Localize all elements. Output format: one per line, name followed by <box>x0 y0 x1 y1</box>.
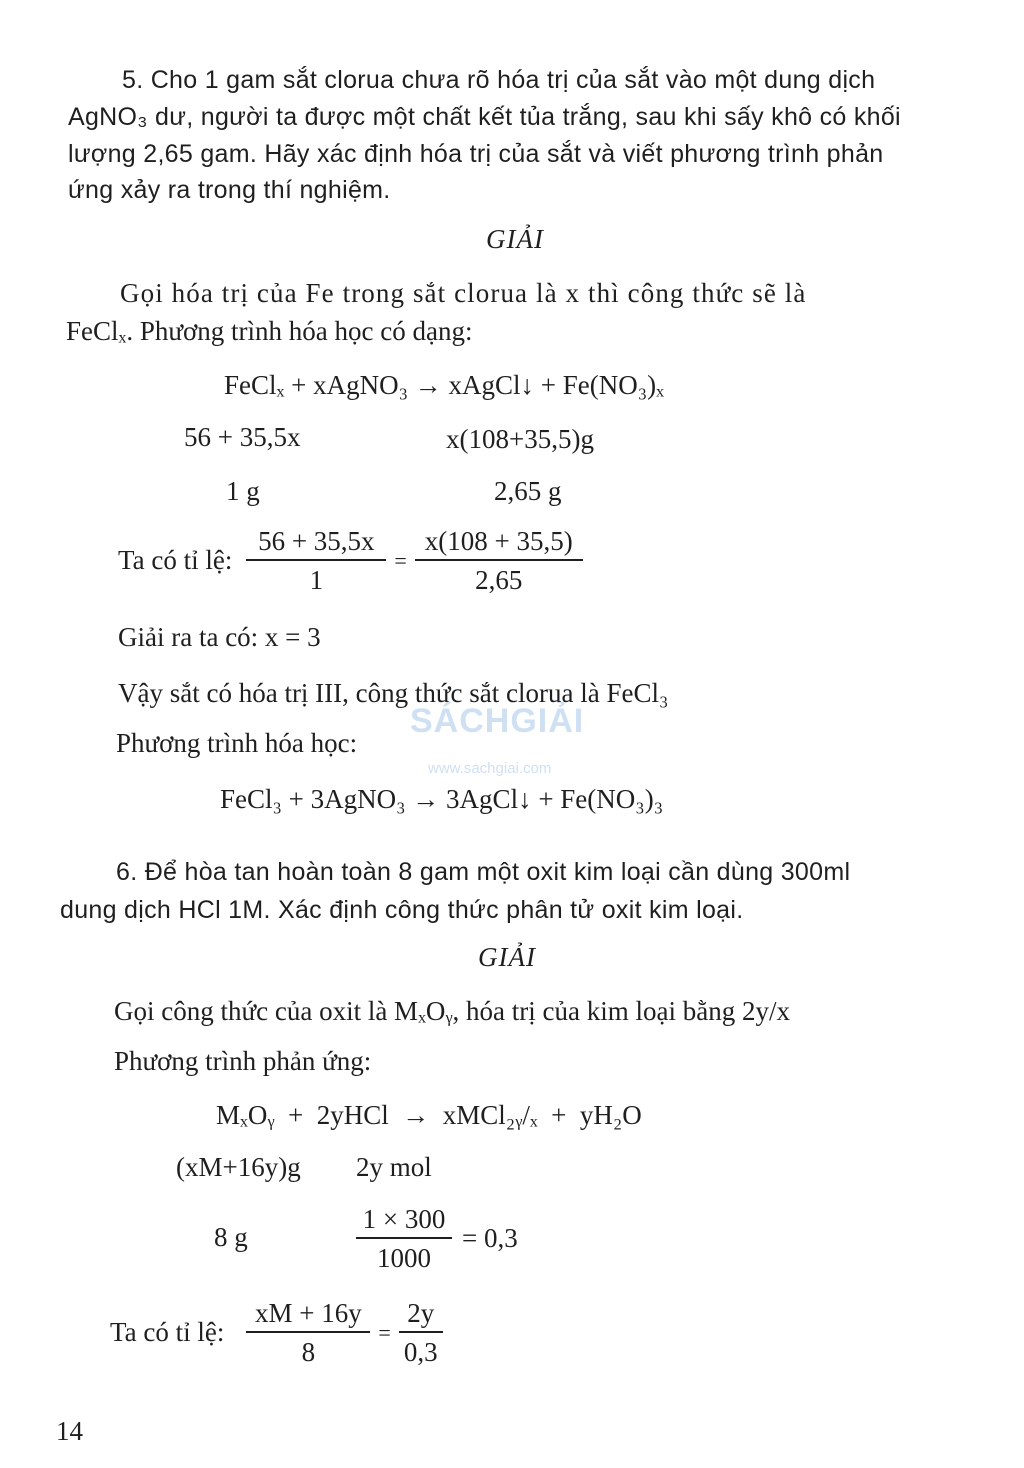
solution-5-given-left: 1 g <box>226 476 260 506</box>
solution-5-ratio-fraction-left <box>246 526 386 596</box>
solution-5-ratio-fraction-right <box>415 526 583 596</box>
solution-5-conclusion: Vậy sắt có hóa trị III, công thức sắt clorua là FeCl₃ <box>118 678 669 708</box>
mol-result: = 0,3 <box>462 1223 518 1254</box>
page-number: 14 <box>56 1416 83 1446</box>
problem-5-line-4: ứng xảy ra trong thí nghiệm. <box>68 176 391 204</box>
solution-5-intro-2: FeClₓ. Phương trình hóa học có dạng: <box>66 316 473 346</box>
mol-numerator: 1 × 300 <box>362 1204 446 1234</box>
solution-5-heading: GIẢI <box>486 224 544 254</box>
problem-6-line-2: dung dịch HCl 1M. Xác định công thức phân tử oxit kim loại. <box>60 896 744 924</box>
solution-6-equation: MₓOᵧ + 2yHCl → xMCl₂ᵧ/ₓ + yH₂O <box>216 1100 642 1130</box>
solution-6-row2-left: 8 g <box>214 1222 248 1252</box>
solution-6-ratio-fraction-right <box>399 1298 443 1368</box>
ratio-denominator: 2,65 <box>475 564 523 595</box>
solution-6-ratio-fraction-left <box>246 1298 370 1368</box>
solution-6-intro: Gọi công thức của oxit là MₓOᵧ, hóa trị của kim loại bằng 2y/x <box>114 996 790 1026</box>
solution-5-solve: Giải ra ta có: x = 3 <box>118 622 321 652</box>
solution-5-mass-left: 56 + 35,5x <box>184 422 301 452</box>
solution-6-heading: GIẢI <box>478 942 536 972</box>
ratio-denominator: 8 <box>301 1336 316 1367</box>
ratio-denominator: 0,3 <box>403 1336 438 1367</box>
problem-6-line-1: 6. Để hòa tan hoàn toàn 8 gam một oxit kim loại cần dùng 300ml <box>116 858 851 886</box>
ratio-numerator: 2y <box>407 1298 435 1328</box>
ratio-equals: = <box>378 1319 391 1345</box>
solution-5-ratio <box>118 526 583 596</box>
solution-5-equation: FeClₓ + xAgNO₃ → xAgCl↓ + Fe(NO₃)ₓ <box>224 370 664 400</box>
problem-5-line-3: lượng 2,65 gam. Hãy xác định hóa trị của sắt và viết phương trình phản <box>68 140 884 168</box>
ratio-numerator: xM + 16y <box>254 1298 362 1328</box>
ratio-numerator: 56 + 35,5x <box>258 526 375 556</box>
watermark-url: www.sachgiai.com <box>428 760 552 777</box>
problem-5-line-1: 5. Cho 1 gam sắt clorua chưa rõ hóa trị của sắt vào một dung dịch <box>122 66 876 94</box>
solution-6-ratio-label: Ta có tỉ lệ: <box>110 1317 225 1348</box>
solution-5-final-equation: FeCl₃ + 3AgNO₃ → 3AgCl↓ + Fe(NO₃)₃ <box>220 784 664 814</box>
watermark-logo <box>410 700 620 790</box>
solution-6-row2-calc <box>356 1204 518 1274</box>
solution-5-ratio-label: Ta có tỉ lệ: <box>118 545 233 576</box>
problem-5-line-2: AgNO₃ dư, người ta được một chất kết tủa trắng, sau khi sấy khô có khối <box>68 103 901 131</box>
mol-denominator: 1000 <box>377 1242 431 1273</box>
solution-6-mol-fraction <box>356 1204 452 1274</box>
watermark-brand: SÁCHGIẢI <box>410 702 585 740</box>
solution-5-given-right: 2,65 g <box>494 476 562 506</box>
solution-5-intro-1: Gọi hóa trị của Fe trong sắt clorua là x thì công thức sẽ là <box>120 278 807 308</box>
solution-6-row1-left: (xM+16y)g <box>176 1152 301 1182</box>
ratio-denominator: 1 <box>309 564 324 595</box>
ratio-equals: = <box>394 547 407 573</box>
solution-5-mass-right: x(108+35,5)g <box>446 424 594 454</box>
ratio-numerator: x(108 + 35,5) <box>424 526 573 556</box>
solution-6-ratio <box>110 1298 443 1368</box>
solution-6-row1-right: 2y mol <box>356 1152 432 1182</box>
solution-5-reaction-label: Phương trình hóa học: <box>116 728 358 758</box>
solution-6-reaction-label: Phương trình phản ứng: <box>114 1046 372 1076</box>
